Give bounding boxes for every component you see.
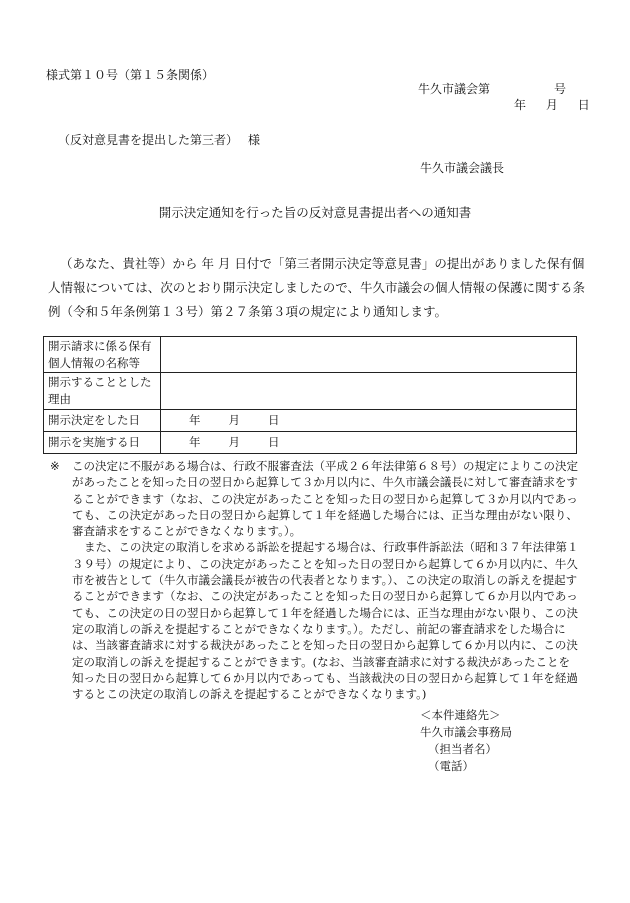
- form-number: 様式第１０号（第１５条関係）: [46, 68, 215, 82]
- sender: 牛久市議会議長: [420, 161, 505, 175]
- recipient-name: （反対意見書を提出した第三者）: [58, 133, 239, 147]
- table-row: [44, 373, 577, 409]
- contact-phone: （電話）: [428, 759, 474, 773]
- table-row: [44, 431, 577, 453]
- date-year: 年: [514, 98, 527, 112]
- row-date-day: 日: [268, 412, 280, 427]
- row-date: [161, 431, 577, 453]
- contact-heading: ＜本件連絡先＞: [420, 708, 501, 722]
- document-date: [514, 96, 590, 114]
- info-table: [43, 336, 577, 454]
- row-label: 開示を実施する日: [44, 431, 161, 453]
- row-date-month: 月: [228, 412, 240, 427]
- recipient-honorific: 様: [248, 133, 261, 147]
- note-paragraph-lawsuit: また、この決定の取消しを求める訴訟を提起する場合は、行政事件訴訟法（昭和３７年法律第１３９号）の規定により、この決定があったことを知った日の翌日から起算して６か月以内に、牛久市を被告として（牛久市議会議長が被告の代表者となります。）、この決定の取消しの訴えを提起することができます（なお、この決定があったことを知った日の翌日から起算して６か月以内であっても、この決定の日の翌日から起算して１年を経過した場合には、正当な理由がない限り、この決定の取消しの訴えを提起することができなくなります。）。ただし、前記の審査請求をした場合には、当該審査請求に対する裁決があったことを知った日の翌日から起算して６か月以内に、この決定の取消しの訴えを提起することができます。(なお、当該審査請求に対する裁決があったことを知った日の翌日から起算して６か月以内であっても、当該裁決の日の翌日から起算して１年を経過するとこの決定の取消しの訴えを提起することができなくなります。): [72, 540, 579, 702]
- row-label: 開示することとした理由: [44, 373, 161, 409]
- document-title: 開示決定通知を行った旨の反対意見書提出者への通知書: [158, 205, 472, 220]
- row-date-day: 日: [268, 434, 280, 449]
- row-date-year: 年: [189, 434, 201, 449]
- row-date: [161, 409, 577, 431]
- row-date-year: 年: [189, 412, 201, 427]
- contact-block: [420, 707, 512, 775]
- note-mark: ※: [50, 459, 60, 473]
- table-row: [44, 409, 577, 431]
- intro-paragraph: （あなた、貴社等）から 年 月 日付で「第三者開示決定等意見書」の提出がありました保有個人情報については、次のとおり開示決定しましたので、牛久市議会の個人情報の保護に関する条例（令和５年条例第１３号）第２７条第３項の規定により通知します。: [48, 256, 586, 319]
- contact-person: （担当者名）: [428, 742, 497, 756]
- row-value: [161, 373, 577, 409]
- table-row: [44, 337, 577, 373]
- document-number-prefix: 牛久市議会第: [418, 82, 491, 96]
- row-label: 開示決定をした日: [44, 409, 161, 431]
- date-day: 日: [577, 98, 590, 112]
- contact-office: 牛久市議会事務局: [420, 725, 512, 739]
- note-paragraph-appeal: この決定に不服がある場合は、行政不服審査法（平成２６年法律第６８号）の規定によりこの決定があったことを知った日の翌日から起算して３か月以内に、牛久市議会議長に対して審査請求をすることができます（なお、この決定があったことを知った日の翌日から起算して３か月以内であっても、この決定があった日の翌日から起算して１年を経過した場合には、正当な理由がない限り、審査請求をすることができなくなります。）。: [72, 459, 578, 539]
- row-value: [161, 337, 577, 373]
- row-date-month: 月: [228, 434, 240, 449]
- recipient: [58, 131, 260, 149]
- date-month: 月: [545, 98, 558, 112]
- row-label: 開示請求に係る保有個人情報の名称等: [44, 337, 161, 373]
- document-number-suffix: 号: [554, 82, 567, 96]
- notes-section: [50, 458, 580, 702]
